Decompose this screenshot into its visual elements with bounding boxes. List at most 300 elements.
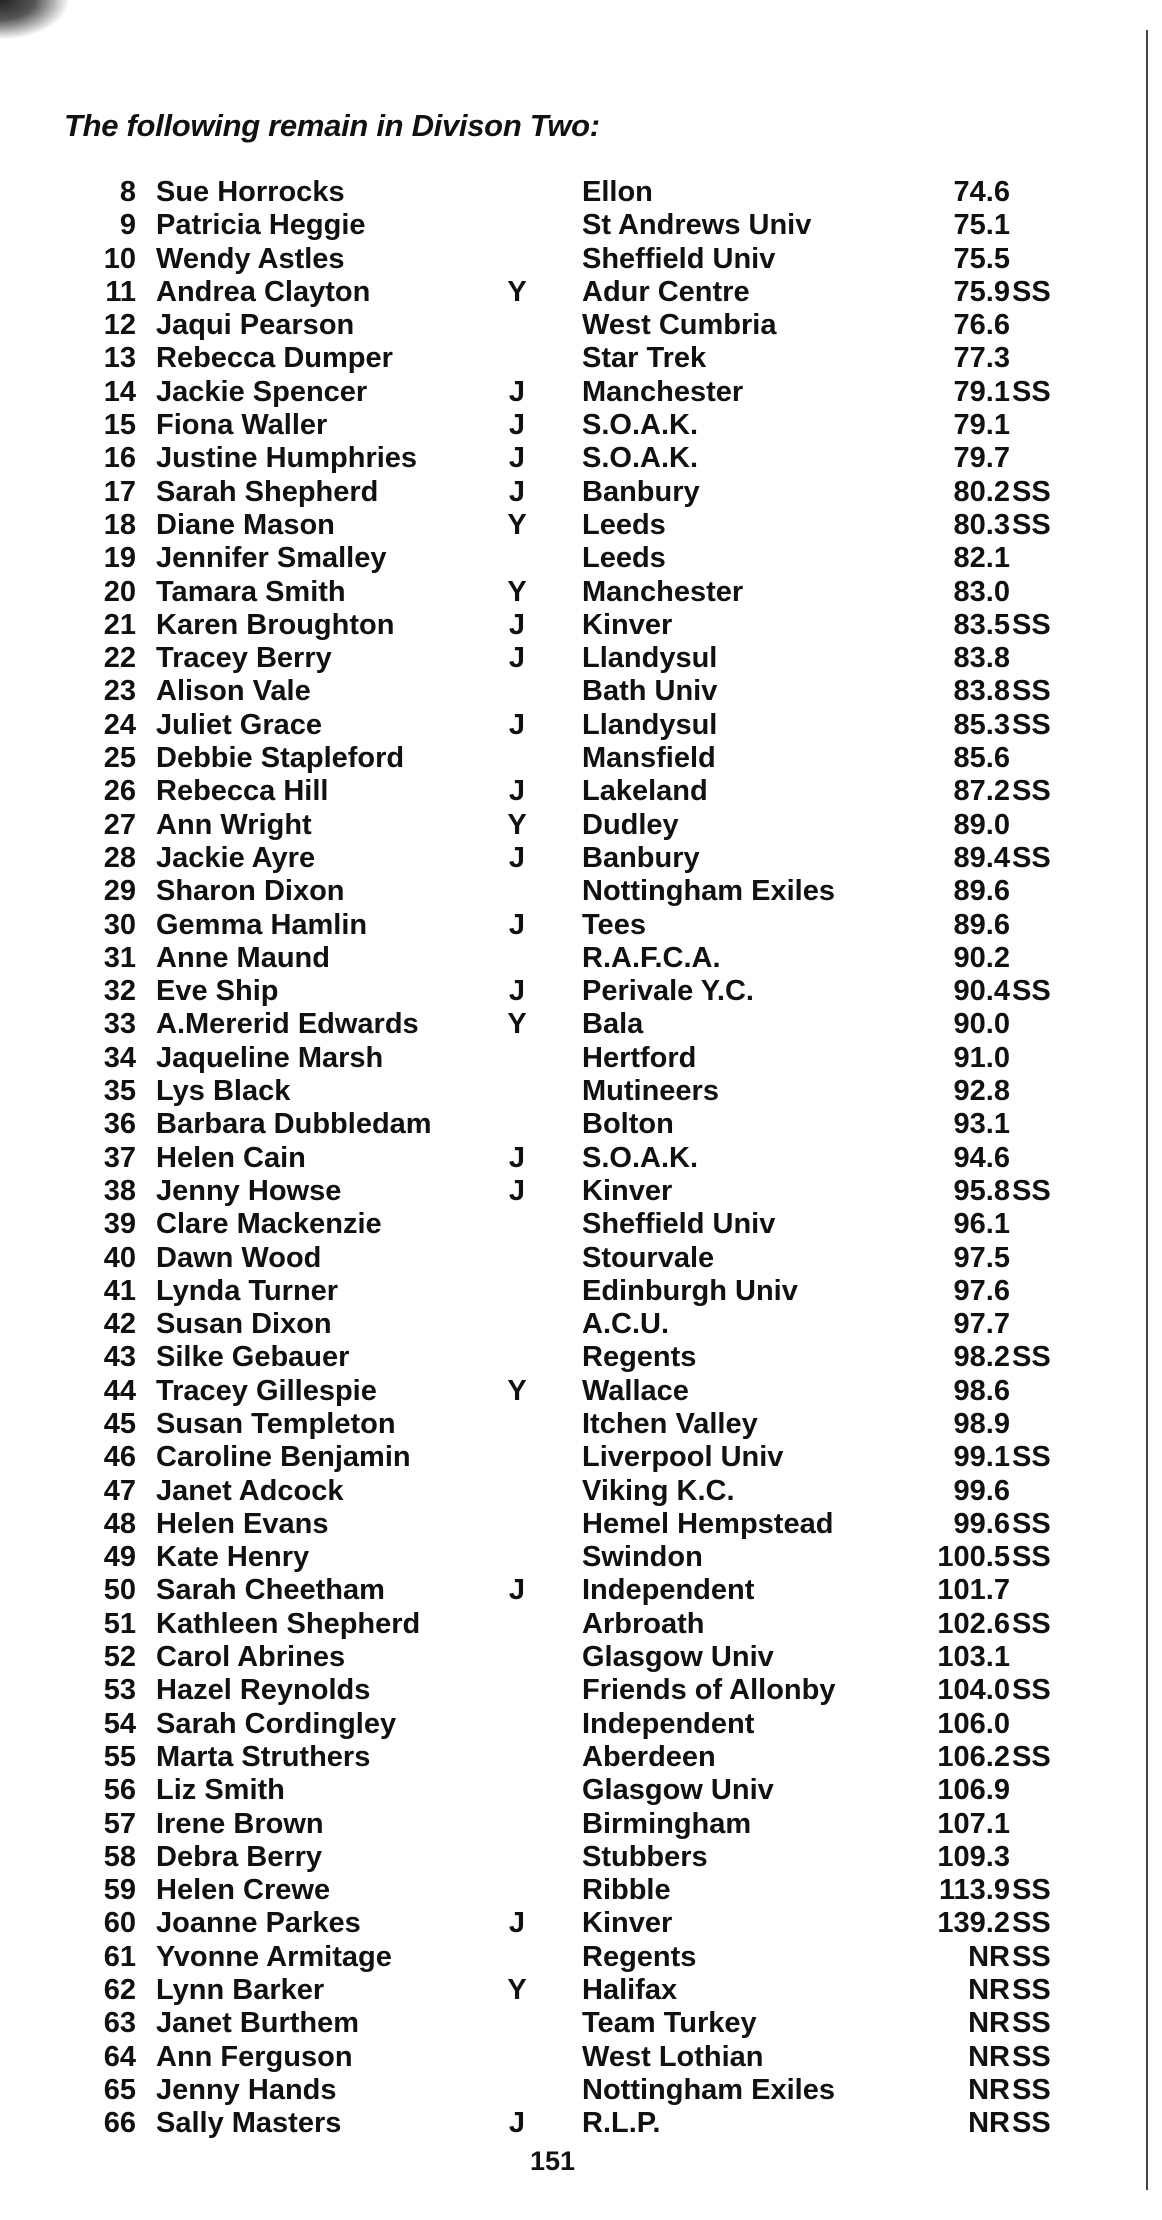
competitor-name: Susan Dixon <box>156 1308 332 1341</box>
rank-number: 45 <box>103 1407 136 1440</box>
list-item <box>0 1242 1100 1275</box>
competitor-name: Diane Mason <box>156 508 335 541</box>
club-name: Liverpool Univ <box>582 1441 784 1474</box>
competitor-name: Anne Maund <box>156 941 330 974</box>
list-item <box>0 1375 1100 1408</box>
list-item <box>0 243 1100 276</box>
status-flag: SS <box>1012 975 1051 1008</box>
club-name: Regents <box>582 1341 697 1374</box>
club-name: Wallace <box>582 1374 689 1407</box>
result-time: 99.1 <box>953 1441 1010 1474</box>
rank-number: 43 <box>103 1341 136 1374</box>
scan-page-edge <box>1146 30 1148 2190</box>
club-name: Itchen Valley <box>582 1407 758 1440</box>
competitor-name: Irene Brown <box>156 1807 324 1840</box>
competitor-name: Sarah Shepherd <box>156 475 379 508</box>
club-name: A.C.U. <box>582 1308 669 1341</box>
club-name: Swindon <box>582 1541 703 1574</box>
status-flag: SS <box>1012 1541 1051 1574</box>
result-time: 109.3 <box>937 1840 1010 1873</box>
club-name: S.O.A.K. <box>582 409 699 442</box>
list-item <box>0 2074 1100 2107</box>
rank-number: 46 <box>103 1441 136 1474</box>
club-name: Leeds <box>582 542 666 575</box>
status-flag: SS <box>1012 675 1051 708</box>
result-time: 75.9 <box>953 275 1010 308</box>
list-item <box>0 1574 1100 1607</box>
rank-number: 56 <box>103 1774 136 1807</box>
club-name: Aberdeen <box>582 1740 716 1773</box>
result-time: NR <box>968 2007 1010 2040</box>
club-name: Hemel Hempstead <box>582 1507 834 1540</box>
club-name: S.O.A.K. <box>582 442 699 475</box>
result-time: 85.3 <box>953 708 1010 741</box>
competitor-name: Juliet Grace <box>156 708 323 741</box>
club-name: Ellon <box>582 176 653 208</box>
list-item <box>0 875 1100 908</box>
club-name: Lakeland <box>582 775 708 808</box>
club-name: Regents <box>582 1940 697 1973</box>
age-category: J <box>508 775 526 808</box>
rank-number: 27 <box>103 808 136 841</box>
club-name: Mansfield <box>582 742 716 775</box>
result-time: 94.6 <box>953 1141 1010 1174</box>
list-item <box>0 2007 1100 2040</box>
result-time: 104.0 <box>937 1674 1010 1707</box>
competitor-name: Helen Crewe <box>156 1874 331 1907</box>
competitor-name: Tamara Smith <box>156 575 346 608</box>
result-time: 76.6 <box>953 309 1010 342</box>
club-name: St Andrews Univ <box>582 209 812 242</box>
scan-corner-shadow <box>0 0 70 40</box>
status-flag: SS <box>1012 841 1051 874</box>
competitor-name: Jackie Spencer <box>156 375 368 408</box>
result-time: 83.8 <box>953 675 1010 708</box>
list-item <box>0 476 1100 509</box>
result-time: 89.6 <box>953 875 1010 908</box>
rank-number: 11 <box>105 275 136 308</box>
age-category: J <box>508 1574 526 1607</box>
result-time: 113.9 <box>939 1874 1010 1907</box>
competitor-name: Rebecca Hill <box>156 775 329 808</box>
competitor-name: Eve Ship <box>156 975 279 1008</box>
list-item <box>0 1841 1100 1874</box>
rank-number: 62 <box>103 1974 136 2007</box>
list-item <box>0 975 1100 1008</box>
rank-number: 31 <box>103 941 136 974</box>
list-item <box>0 1708 1100 1741</box>
club-name: Tees <box>582 908 646 941</box>
list-item <box>0 1475 1100 1508</box>
result-time: 106.0 <box>937 1707 1010 1740</box>
list-item <box>0 1441 1100 1474</box>
rank-number: 40 <box>103 1241 136 1274</box>
competitor-name: Debbie Stapleford <box>156 742 405 775</box>
competitor-name: Susan Templeton <box>156 1407 396 1440</box>
rank-number: 65 <box>103 2073 136 2106</box>
list-item <box>0 642 1100 675</box>
rank-number: 61 <box>103 1940 136 1973</box>
list-item <box>0 909 1100 942</box>
club-name: Glasgow Univ <box>582 1774 774 1807</box>
rank-number: 17 <box>103 475 136 508</box>
rank-number: 25 <box>103 742 136 775</box>
competitor-name: Dawn Wood <box>156 1241 322 1274</box>
competitor-name: Liz Smith <box>156 1774 285 1807</box>
status-flag: SS <box>1012 2073 1051 2106</box>
list-item <box>0 1108 1100 1141</box>
result-time: 96.1 <box>953 1208 1010 1241</box>
result-time: 92.8 <box>953 1075 1010 1108</box>
result-time: 100.5 <box>937 1541 1010 1574</box>
list-item <box>0 309 1100 342</box>
list-item <box>0 576 1100 609</box>
status-flag: SS <box>1012 1940 1051 1973</box>
competitor-name: Janet Adcock <box>156 1474 344 1507</box>
list-item <box>0 942 1100 975</box>
club-name: Perivale Y.C. <box>582 975 754 1008</box>
club-name: R.L.P. <box>582 2107 661 2140</box>
club-name: Manchester <box>582 575 744 608</box>
competitor-name: Clare Mackenzie <box>156 1208 382 1241</box>
rank-number: 22 <box>103 642 136 675</box>
club-name: Mutineers <box>582 1075 719 1108</box>
result-time: 80.2 <box>953 475 1010 508</box>
result-time: NR <box>968 2073 1010 2106</box>
competitor-name: Andrea Clayton <box>156 275 371 308</box>
rank-number: 32 <box>103 975 136 1008</box>
list-item <box>0 509 1100 542</box>
status-flag: SS <box>1012 1907 1051 1940</box>
status-flag: SS <box>1012 708 1051 741</box>
competitor-name: Sue Horrocks <box>156 176 345 208</box>
age-category: J <box>508 1141 526 1174</box>
club-name: Halifax <box>582 1974 678 2007</box>
competitor-name: Jennifer Smalley <box>156 542 387 575</box>
result-time: 87.2 <box>953 775 1010 808</box>
club-name: Bath Univ <box>582 675 718 708</box>
result-time: NR <box>968 2040 1010 2073</box>
list-item <box>0 1907 1100 1940</box>
club-name: Edinburgh Univ <box>582 1274 798 1307</box>
rank-number: 33 <box>103 1008 136 1041</box>
competitor-name: Yvonne Armitage <box>156 1940 392 1973</box>
competitor-name: Justine Humphries <box>156 442 418 475</box>
rank-number: 36 <box>103 1108 136 1141</box>
club-name: Llandysul <box>582 708 718 741</box>
status-flag: SS <box>1012 508 1051 541</box>
list-item <box>0 1508 1100 1541</box>
age-category: J <box>508 708 526 741</box>
status-flag: SS <box>1012 1874 1051 1907</box>
age-category: J <box>508 2107 526 2140</box>
list-item <box>0 1941 1100 1974</box>
age-category: J <box>508 608 526 641</box>
list-item <box>0 176 1100 209</box>
result-time: 97.5 <box>953 1241 1010 1274</box>
result-time: 82.1 <box>953 542 1010 575</box>
competitor-name: A.Mererid Edwards <box>156 1008 419 1041</box>
club-name: Stubbers <box>582 1840 708 1873</box>
competitor-name: Alison Vale <box>156 675 311 708</box>
list-item <box>0 775 1100 808</box>
rank-number: 44 <box>103 1374 136 1407</box>
club-name: Viking K.C. <box>582 1474 735 1507</box>
club-name: Dudley <box>582 808 679 841</box>
status-flag: SS <box>1012 1674 1051 1707</box>
rank-number: 9 <box>119 209 136 242</box>
rank-number: 37 <box>103 1141 136 1174</box>
status-flag: SS <box>1012 2040 1051 2073</box>
club-name: West Lothian <box>582 2040 764 2073</box>
result-time: 101.7 <box>937 1574 1010 1607</box>
competitor-name: Barbara Dubbledam <box>156 1108 432 1141</box>
result-time: 99.6 <box>953 1507 1010 1540</box>
rank-number: 49 <box>103 1541 136 1574</box>
club-name: Sheffield Univ <box>582 1208 776 1241</box>
competitor-name: Tracey Gillespie <box>156 1374 377 1407</box>
list-item <box>0 1308 1100 1341</box>
competitor-name: Jaqueline Marsh <box>156 1041 384 1074</box>
list-item <box>0 276 1100 309</box>
rank-number: 59 <box>103 1874 136 1907</box>
rank-number: 16 <box>103 442 136 475</box>
result-time: 97.7 <box>953 1308 1010 1341</box>
club-name: S.O.A.K. <box>582 1141 699 1174</box>
result-time: 139.2 <box>937 1907 1010 1940</box>
list-item <box>0 1408 1100 1441</box>
competitor-name: Lynn Barker <box>156 1974 325 2007</box>
list-item <box>0 1741 1100 1774</box>
club-name: R.A.F.C.A. <box>582 941 721 974</box>
rank-number: 20 <box>103 575 136 608</box>
list-item <box>0 209 1100 242</box>
list-item <box>0 1008 1100 1041</box>
result-time: 98.6 <box>953 1374 1010 1407</box>
rank-number: 35 <box>103 1075 136 1108</box>
competitor-name: Helen Evans <box>156 1507 329 1540</box>
list-item <box>0 1208 1100 1241</box>
list-item <box>0 1175 1100 1208</box>
club-name: Leeds <box>582 508 666 541</box>
list-item <box>0 409 1100 442</box>
list-item <box>0 1142 1100 1175</box>
list-item <box>0 1974 1100 2007</box>
status-flag: SS <box>1012 1341 1051 1374</box>
list-item <box>0 1275 1100 1308</box>
club-name: Star Trek <box>582 342 707 375</box>
age-category: J <box>508 475 526 508</box>
competitor-name: Janet Burthem <box>156 2007 360 2040</box>
club-name: Friends of Allonby <box>582 1674 836 1707</box>
competitor-name: Sarah Cordingley <box>156 1707 397 1740</box>
competitor-name: Jenny Howse <box>156 1174 342 1207</box>
rank-number: 13 <box>103 342 136 375</box>
list-item <box>0 1674 1100 1707</box>
rank-number: 57 <box>103 1807 136 1840</box>
competitor-name: Rebecca Dumper <box>156 342 393 375</box>
result-time: 74.6 <box>953 176 1010 208</box>
competitor-name: Joanne Parkes <box>156 1907 361 1940</box>
rank-number: 51 <box>103 1607 136 1640</box>
club-name: Nottingham Exiles <box>582 2073 835 2106</box>
club-name: Independent <box>582 1707 755 1740</box>
result-time: 95.8 <box>953 1174 1010 1207</box>
rank-number: 58 <box>103 1840 136 1873</box>
status-flag: SS <box>1012 2007 1051 2040</box>
competitor-name: Hazel Reynolds <box>156 1674 371 1707</box>
rank-number: 42 <box>103 1308 136 1341</box>
result-time: NR <box>968 1974 1010 2007</box>
age-category: J <box>508 409 526 442</box>
competitor-name: Marta Struthers <box>156 1740 371 1773</box>
list-item <box>0 442 1100 475</box>
club-name: Kinver <box>582 608 673 641</box>
rank-number: 23 <box>103 675 136 708</box>
competitor-name: Debra Berry <box>156 1840 323 1873</box>
list-item <box>0 2107 1100 2140</box>
status-flag: SS <box>1012 1441 1051 1474</box>
rank-number: 52 <box>103 1641 136 1674</box>
competitor-name: Caroline Benjamin <box>156 1441 411 1474</box>
age-category: Y <box>507 1974 527 2007</box>
rank-number: 30 <box>103 908 136 941</box>
age-category: Y <box>507 808 527 841</box>
page-heading: The following remain in Divison Two: <box>64 108 600 143</box>
age-category: Y <box>507 575 527 608</box>
club-name: Stourvale <box>582 1241 715 1274</box>
club-name: Kinver <box>582 1174 673 1207</box>
competitor-name: Ann Wright <box>156 808 312 841</box>
competitor-name: Jenny Hands <box>156 2073 337 2106</box>
list-item <box>0 1075 1100 1108</box>
competitor-name: Wendy Astles <box>156 242 345 275</box>
rank-number: 55 <box>103 1740 136 1773</box>
list-item <box>0 1341 1100 1374</box>
list-item <box>0 1042 1100 1075</box>
age-category: J <box>508 642 526 675</box>
club-name: Banbury <box>582 841 700 874</box>
page-number: 151 <box>530 2146 576 2176</box>
result-time: 106.2 <box>937 1740 1010 1773</box>
rank-number: 47 <box>103 1474 136 1507</box>
competitor-name: Carol Abrines <box>156 1641 346 1674</box>
rank-number: 28 <box>103 841 136 874</box>
list-item <box>0 709 1100 742</box>
result-time: 89.0 <box>953 808 1010 841</box>
rank-number: 38 <box>103 1174 136 1207</box>
rank-number: 60 <box>103 1907 136 1940</box>
list-item <box>0 542 1100 575</box>
club-name: Independent <box>582 1574 755 1607</box>
result-time: 89.6 <box>953 908 1010 941</box>
age-category: J <box>508 975 526 1008</box>
list-item <box>0 675 1100 708</box>
rank-number: 48 <box>103 1507 136 1540</box>
result-time: 90.4 <box>953 975 1010 1008</box>
rank-number: 14 <box>103 375 136 408</box>
competitor-name: Karen Broughton <box>156 608 395 641</box>
club-name: Manchester <box>582 375 744 408</box>
result-time: 97.6 <box>953 1274 1010 1307</box>
rank-number: 8 <box>119 176 136 208</box>
result-time: 99.6 <box>953 1474 1010 1507</box>
status-flag: SS <box>1012 1507 1051 1540</box>
rank-number: 19 <box>103 542 136 575</box>
list-item <box>0 609 1100 642</box>
list-item <box>0 809 1100 842</box>
result-time: 102.6 <box>937 1607 1010 1640</box>
result-time: 85.6 <box>953 742 1010 775</box>
result-time: 77.3 <box>953 342 1010 375</box>
result-time: 83.8 <box>953 642 1010 675</box>
competitor-name: Tracey Berry <box>156 642 332 675</box>
club-name: Kinver <box>582 1907 673 1940</box>
results-list <box>0 176 1100 2141</box>
age-category: J <box>508 375 526 408</box>
rank-number: 18 <box>103 508 136 541</box>
result-time: NR <box>968 2107 1010 2140</box>
rank-number: 39 <box>103 1208 136 1241</box>
result-time: 106.9 <box>937 1774 1010 1807</box>
result-time: 75.5 <box>953 242 1010 275</box>
list-item <box>0 1808 1100 1841</box>
result-time: 90.2 <box>953 941 1010 974</box>
age-category: Y <box>507 508 527 541</box>
competitor-name: Kate Henry <box>156 1541 310 1574</box>
competitor-name: Fiona Waller <box>156 409 328 442</box>
age-category: Y <box>507 1374 527 1407</box>
result-time: 93.1 <box>953 1108 1010 1141</box>
club-name: Adur Centre <box>582 275 750 308</box>
list-item <box>0 1774 1100 1807</box>
competitor-name: Silke Gebauer <box>156 1341 350 1374</box>
rank-number: 34 <box>103 1041 136 1074</box>
age-category: J <box>508 1174 526 1207</box>
result-time: 89.4 <box>953 841 1010 874</box>
status-flag: SS <box>1012 1740 1051 1773</box>
list-item <box>0 2041 1100 2074</box>
status-flag: SS <box>1012 775 1051 808</box>
club-name: Birmingham <box>582 1807 752 1840</box>
result-time: 91.0 <box>953 1041 1010 1074</box>
list-item <box>0 342 1100 375</box>
result-time: 98.9 <box>953 1407 1010 1440</box>
rank-number: 12 <box>103 309 136 342</box>
competitor-name: Jackie Ayre <box>156 841 316 874</box>
result-time: NR <box>968 1940 1010 1973</box>
rank-number: 63 <box>103 2007 136 2040</box>
result-time: 98.2 <box>953 1341 1010 1374</box>
age-category: J <box>508 908 526 941</box>
status-flag: SS <box>1012 375 1051 408</box>
age-category: J <box>508 841 526 874</box>
rank-number: 50 <box>103 1574 136 1607</box>
rank-number: 54 <box>103 1707 136 1740</box>
rank-number: 26 <box>103 775 136 808</box>
rank-number: 53 <box>103 1674 136 1707</box>
status-flag: SS <box>1012 608 1051 641</box>
status-flag: SS <box>1012 2107 1051 2140</box>
result-time: 103.1 <box>937 1641 1010 1674</box>
age-category: J <box>508 442 526 475</box>
club-name: Bolton <box>582 1108 674 1141</box>
status-flag: SS <box>1012 1974 1051 2007</box>
result-time: 79.1 <box>953 375 1010 408</box>
rank-number: 21 <box>103 608 136 641</box>
competitor-name: Kathleen Shepherd <box>156 1607 421 1640</box>
status-flag: SS <box>1012 475 1051 508</box>
